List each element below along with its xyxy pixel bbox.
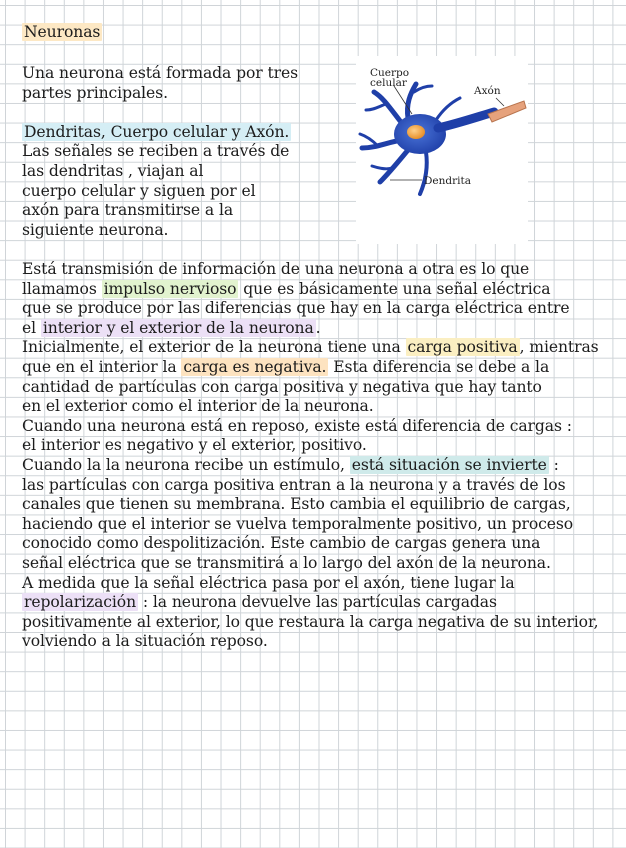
- parts-line-5: siguiente neurona.: [22, 220, 169, 239]
- body-line-9: Cuando una neurona está en reposo, existe está diferencia de cargas :: [22, 416, 572, 435]
- body-line-5: Inicialmente, el exterior de la neurona tiene una carga positiva , mientras: [22, 338, 599, 357]
- body-line-18: repolarización : la neurona devuelve las partículas cargadas: [24, 593, 497, 612]
- highlight-situacion-invierte: está situación se invierte: [351, 456, 547, 474]
- body-line-3: que se produce por las diferencias que hay en la carga eléctrica entre: [22, 299, 570, 318]
- parts-line-3: cuerpo celular y siguen por el: [22, 181, 256, 200]
- body-line-15: conocido como despolitización. Este cambio de cargas genera una: [22, 534, 541, 553]
- neuron-illustration: [356, 56, 528, 244]
- body-line-14: haciendo que el interior se vuelva temporalmente positivo, un proceso: [22, 514, 574, 533]
- parts-heading: Dendritas, Cuerpo celular y Axón.: [24, 122, 290, 141]
- highlight-repolarizacion: repolarización: [24, 593, 137, 612]
- body-line-2: llamamos impulso nervioso que es básicamente una señal eléctrica: [22, 279, 551, 298]
- body-line-13: canales que tienen su membrana. Esto cambia el equilibrio de cargas,: [22, 495, 571, 514]
- highlight-carga-negativa: carga es negativa.: [183, 358, 327, 376]
- intro-line-2: partes principales.: [22, 83, 168, 102]
- highlight-interior-exterior: interior y el exterior de la neurona: [42, 318, 314, 337]
- body-line-20: volviendo a la situación reposo.: [22, 632, 268, 651]
- body-line-16: señal eléctrica que se transmitirá a lo largo del axón de la neurona.: [22, 554, 551, 572]
- body-line-6: que en el interior la carga es negativa. Esta diferencia se debe a la: [22, 358, 550, 376]
- body-line-10: el interior es negativo y el exterior, positivo.: [22, 436, 367, 455]
- body-line-8: en el exterior como el interior de la neurona.: [22, 397, 374, 416]
- axon-hillock: [438, 112, 494, 128]
- body-line-12: las partículas con carga positiva entran a la neurona y a través de los: [22, 475, 566, 494]
- highlight-carga-positiva: carga positiva: [407, 338, 518, 357]
- label-cuerpo: Cuerpo: [370, 67, 410, 79]
- body-line-11: Cuando la la neurona recibe un estímulo, está situación se invierte :: [22, 456, 559, 474]
- body-line-4: el interior y el exterior de la neurona .: [22, 318, 321, 337]
- parts-line-2: las dendritas , viajan al: [22, 162, 204, 180]
- page-title: Neuronas: [24, 23, 101, 41]
- parts-line-4: axón para transmitirse a la: [22, 201, 234, 220]
- parts-line-1: Las señales se reciben a través de: [22, 142, 290, 161]
- label-celular: celular: [370, 77, 407, 89]
- body-line-1: Está transmisión de información de una neurona a otra es lo que: [22, 260, 530, 278]
- intro-line-1: Una neurona está formada por tres: [22, 64, 299, 82]
- label-axon: Axón: [474, 85, 501, 97]
- body-line-19: positivamente al exterior, lo que restaura la carga negativa de su interior,: [22, 612, 599, 631]
- nucleus-shape: [407, 125, 425, 139]
- neuron-diagram: [356, 56, 528, 244]
- body-line-17: A medida que la señal eléctrica pasa por el axón, tiene lugar la: [22, 573, 515, 592]
- body-line-7: cantidad de partículas con carga positiva y negativa que hay tanto: [22, 377, 542, 396]
- label-dendrita: Dendrita: [424, 175, 471, 187]
- axon-segment: [488, 101, 526, 122]
- highlight-impulso: impulso nervioso: [103, 279, 237, 298]
